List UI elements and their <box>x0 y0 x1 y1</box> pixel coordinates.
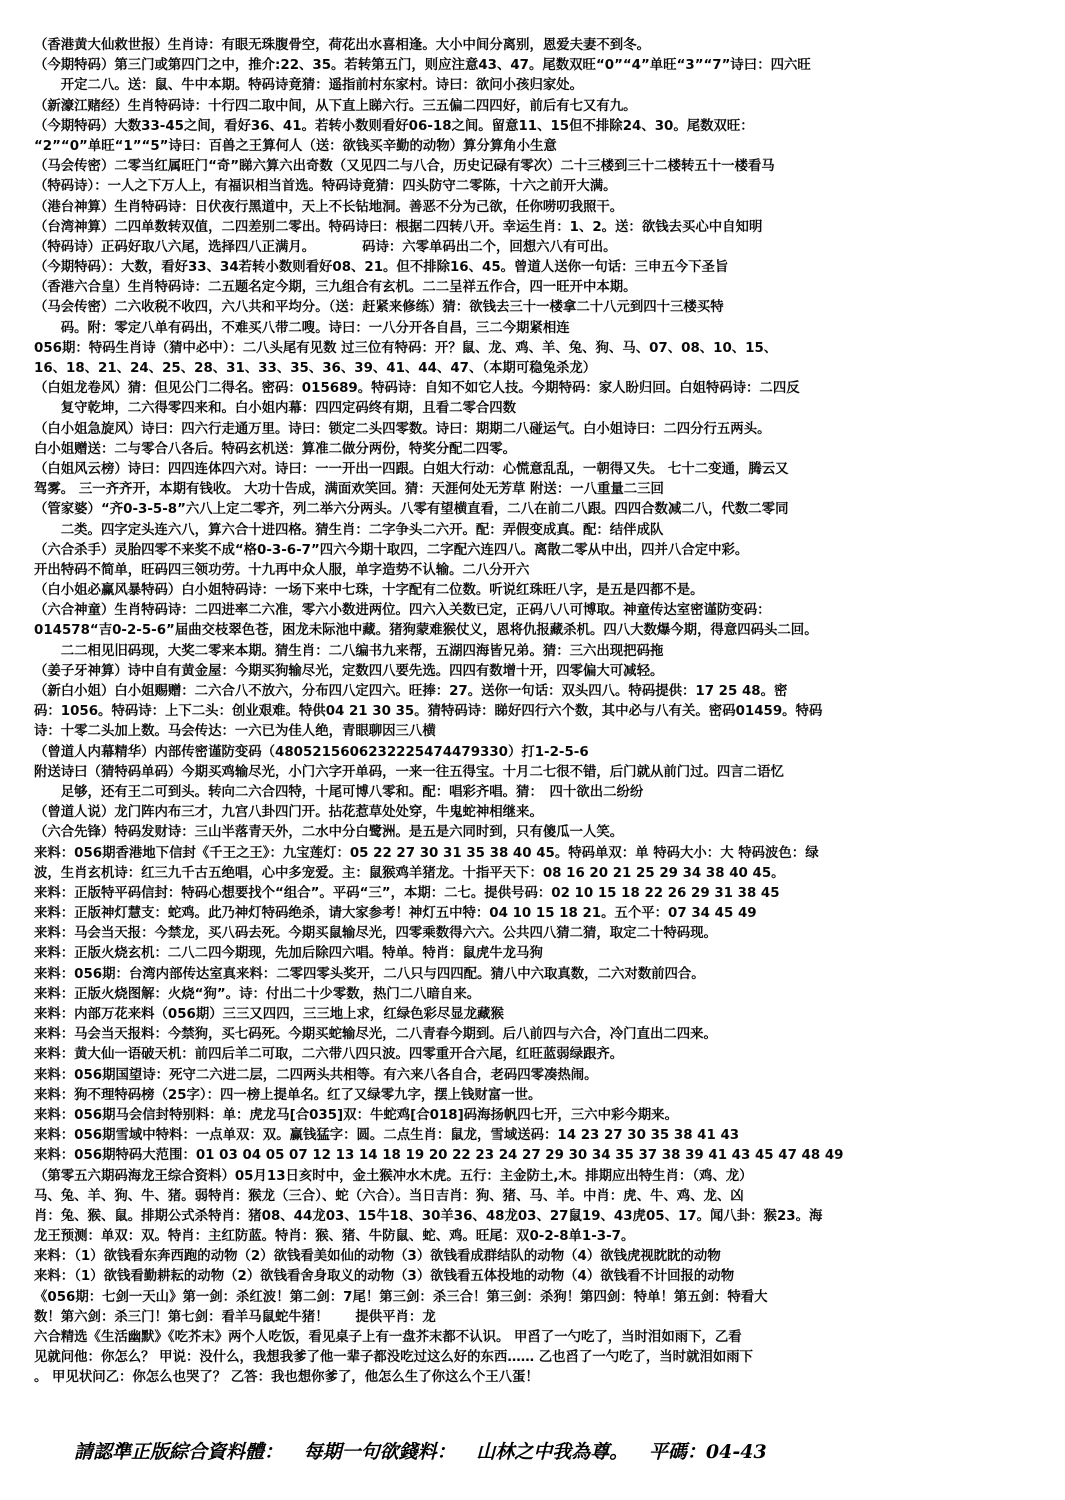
document-body <box>34 36 1034 1389</box>
text-line: （白姐龙卷风）猜：但见公门二得名。密码：015689。特码诗：自知不如它人技。今期特码：家人盼归回。白姐特码诗：二四反 <box>34 381 800 397</box>
text-line: 来料：内部万花来料（056期）三三又四四，三三地上求，红绿色彩尽显龙藏猴 <box>34 1007 504 1022</box>
text-line: 来料：（1）欲钱看东奔西跑的动物（2）欲钱看美如仙的动物（3）欲钱看成群结队的动物（4）欲钱虎视眈眈的动物 <box>34 1249 721 1265</box>
text-line: 来料：马会当天报料：今禁狗，买七码死。今期买蛇输尽光，二八青春今期到。后八前四与六合，冷门直出二四来。 <box>34 1027 717 1043</box>
text-line: 16、18、21、24、25、28、31、33、35、36、39、41、44、47、（本期可稳兔杀龙） <box>34 361 597 376</box>
text-line: 来料：正版神灯慧支：蛇鸡。此乃神灯特码绝杀，请大家参考！神灯五中特：04 10 15 18 21。五个平：07 34 45 49 <box>34 906 757 922</box>
text-line: 开出特码不简单，旺码四三领功劳。十九再中众人服，单字造势不认输。二八分开六 <box>34 562 530 578</box>
text-line: 马、兔、羊、狗、牛、猪。弱特肖：猴龙（三合）、蛇（六合）。当日吉肖：狗、猪、马、羊。中肖：虎、牛、鸡、龙、凶 <box>34 1188 744 1204</box>
text-line: 龙王预测：单双：双。特肖：主红防蓝。特肖：猴、猪、牛防鼠、蛇、鸡。旺尾：双0-2-8单1-3-7。 <box>34 1229 635 1245</box>
text-line: （姜子牙神算）诗中自有黄金屋：今期买狗输尽光，定数四八要先选。四四有数增十开，四零偏大可减轻。 <box>34 663 664 679</box>
text-line: （曾道人说）龙门阵内布三才，九宫八卦四门开。拈花惹草处处穿，牛鬼蛇神相继来。 <box>34 805 543 821</box>
text-line: （特码诗）正码好取八六尾，选择四八正满月。 码诗：六零单码出二个，回想六八有可出。 <box>34 239 617 255</box>
footer-riddle-label: 每期一句欲錢料： <box>303 1441 456 1463</box>
text-line: 056期：特码生肖诗（猜中必中）：二八头尾有见数 过三位有特码：开？鼠、龙、鸡、羊、兔、狗、马、07、08、10、15、 <box>34 340 778 356</box>
text-line: 来料：狗不理特码榜（25字）：四一榜上提单名。红了又绿零九字，摆上钱财富一世。 <box>34 1087 542 1103</box>
text-line: （马会传密）二六收税不收四，六八共和平均分。（送：赶紧来修练）猜：欲钱去三十一楼拿二十八元到四十三楼买特 <box>34 300 724 316</box>
text-line: 复守乾坤，二六得零四来和。白小姐内幕：四四定码终有期，且看二零合四数 <box>34 401 517 417</box>
text-line: 来料：马会当天报：今禁龙，买八码去死。今期买鼠输尽光，四零乘数得六六。公共四八猜二猜，取定二十特码现。 <box>34 926 717 942</box>
text-line: （六合神童）生肖特码诗：二四进率二六准，零六小数进两位。四六入关数已定，正码八八可博取。神童传达室密谨防变码： <box>34 603 771 619</box>
text-line: 码：1056。特码诗：上下二头：创业艰难。特供04 21 30 35。猜特码诗：睇好四行六个数，其中必与八有关。密码01459。特码 <box>34 704 823 720</box>
text-line: 肖：兔、猴、鼠。排期公式杀特肖：猪08、44龙03、15牛18、30羊36、48龙03、27鼠19、43虎05、17。闻八卦：猴23。海 <box>34 1208 823 1224</box>
text-line: 来料：056期国望诗：死守二六进二层，二四两头共相等。有六来八各自合，老码四零凑热闹。 <box>34 1067 598 1083</box>
text-line: （新白小姐）白小姐赐赠：二六合八不放六，分布四八定四六。旺捧：27。送你一句话：双头四八。特码提供：17 25 48。密 <box>34 684 788 699</box>
text-line: 白小姐赠送：二与零合八各后。特码玄机送：算准二做分两份，特奖分配二四零。 <box>34 441 517 457</box>
text-line: 来料：黄大仙一语破天机：前四后羊二可取，二六带八四只波。四零重开合六尾，红旺蓝弱绿跟齐。 <box>34 1047 624 1063</box>
text-line: 014578“吉0-2-5-6”届曲交枝翠色苍，困龙未际池中藏。猪狗蒙难猴仗义，恩将仇报藏杀机。四八大数爆今期，得意四码头二回。 <box>34 623 818 639</box>
text-line: （马会传密）二零当红属旺门“奇”睇六算六出奇数（又见四二与八合，历史记碌有零次）二十三楼到三十二楼转五十一楼看马 <box>34 159 775 175</box>
text-line: 来料：056期马会信封特别料：单：虎龙马[合035]双：牛蛇鸡[合018]码海扬帆四七开，三六中彩今期来。 <box>34 1107 678 1123</box>
text-line: 数！第六剑：杀三门！第七剑：看羊马鼠蛇牛猪！ 提供平肖：龙 <box>34 1309 436 1325</box>
text-line: （今期特码）第三门或第四门之中，推介:22、35。若转第五门，则应注意43、47。尾数双旺“0”“4”单旺“3”“7”诗曰：四六旺 <box>34 58 811 74</box>
text-line: 来料：056期香港地下信封《千王之王》：九宝莲灯：05 22 27 30 31 35 38 40 45。特码单双：单 特码大小：大 特码波色：绿 <box>34 845 819 861</box>
footer-banner <box>74 1437 1034 1464</box>
text-line: 。 甲见状问乙：你怎么也哭了？ 乙答：我也想你爹了，他怎么生了你这么个王八蛋！ <box>34 1370 539 1386</box>
text-line: （白姐风云榜）诗曰：四四连体四六对。诗曰：一一开出一四跟。白姐大行动：心慌意乱乱，一朝得又失。 七十二变通，腾云又 <box>34 461 789 477</box>
text-line: “2”“0”单旺“1”“5”诗曰：百兽之王算何人（送：欲钱买辛勤的动物）算分算角小生意 <box>34 138 557 154</box>
text-line: 来料：（1）欲钱看勤耕耘的动物（2）欲钱看舍身取义的动物（3）欲钱看五体投地的动物（4）欲钱看不计回报的动物 <box>34 1269 735 1285</box>
text-line: 二类。四字定头连六八，算六合十进四格。猜生肖：二字争头二六开。配：弄假变成真。配：结伴成队 <box>34 522 664 538</box>
text-line: 来料：正版火烧玄机：二八二四今期现，先加后除四六唱。特单。特肖：鼠虎牛龙马狗 <box>34 946 543 962</box>
text-line: （特码诗）：一人之下万人上，有福识相当首选。特码诗竟猜：四头防守二零陈，十六之前开大满。 <box>34 179 617 195</box>
text-line: 开定二八。送：鼠、牛中本期。特码诗竟猜：遥指前村东家村。诗曰：欲问小孩归家处。 <box>34 78 584 94</box>
text-line: （台湾神算）二四单数转双值，二四差别二零出。特码诗曰：根据二四转八开。幸运生肖：1、2。送：欲钱去买心中自知明 <box>34 219 763 235</box>
text-line: （香港六合皇）生肖特码诗：二五题名定今期，三九组合有玄机。二二呈祥五作合，四一旺开中本期。 <box>34 280 637 296</box>
text-line: 来料：正版特平码信封：特码心想要找个“组合”。平码“三”，本期：二七。提供号码：02 10 15 18 22 26 29 31 38 45 <box>34 885 780 901</box>
text-line: 《056期：七剑一天山》第一剑：杀红波！第二剑：7尾！第三剑：杀三合！第三剑：杀狗！第四剑：特单！第五剑：特看大 <box>34 1289 768 1305</box>
text-line: （香港黄大仙救世报）生肖诗：有眼无珠腹骨空，荷花出水喜相逢。大小中间分离别，恩爱夫妻不到冬。 <box>34 38 650 53</box>
text-line: 来料：056期：台湾内部传达室真来料：二零四零头奖开，二八只与四四配。猜八中六取真数，二六对数前四合。 <box>34 966 705 982</box>
text-line: 二二相见旧码现，大奖二零来本期。猜生肖：二八编书九来帮，五湖四海皆兄弟。猜：三六出现把码拖 <box>34 643 664 659</box>
text-line: （六合杀手）灵胎四零不来奖不成“格0-3-6-7”四六今期十取四，二字配六连四八。离散二零从中出，四并八合定中彩。 <box>34 542 749 558</box>
text-line: 波，生肖玄机诗：红三九千古五绝唱，心中多宠爱。主：鼠猴鸡羊猪龙。十指平天下：08 16 20 21 25 29 34 38 40 45。 <box>34 865 785 881</box>
text-line: （曾道人内幕精华）内部传密谨防变码（4805215606232225474479330）打1-2-5-6 <box>34 744 589 760</box>
text-line: （新濠江赌经）生肖特码诗：十行四二取中间，从下直上睇六行。三五偏二四四好，前后有七又有九。 <box>34 98 637 114</box>
text-line: （白小姐必赢风暴特码）白小姐特码诗：一场下来中七珠，十字配有二位数。听说红珠旺八字，是五是四都不是。 <box>34 583 704 599</box>
text-line: （白小姐急旋风）诗曰：四六行走通万里。诗曰：锁定二头四零数。诗曰：期期二八碰运气。白小姐诗曰：二四分行五两头。 <box>34 421 771 437</box>
text-line: 来料：056期雪域中特料：一点单双：双。赢钱猛字：圆。二点生肖：鼠龙，雪域送码：14 23 27 30 35 38 41 43 <box>34 1128 740 1144</box>
text-line: 诗：十零二头加上数。马会传达：一六已为佳人绝，青眼聊因三八横 <box>34 724 436 740</box>
text-line: 足够，还有王二可到头。转向二六合四特，十尾可博八零和。配：唱彩齐唱。猜： 四十欲出二纷纷 <box>34 784 644 800</box>
text-line: 六合精选《生活幽默》《吃芥末》两个人吃饭，看见桌子上有一盘芥末都不认识。 甲舀了一勺吃了，当时泪如雨下，乙看 <box>34 1330 742 1345</box>
text-line: 来料：正版火烧图解：火烧“狗”。诗：付出二十少零数，热门二八暗自来。 <box>34 986 481 1002</box>
footer-notice: 請認準正版綜合資料體： <box>74 1441 284 1463</box>
text-line: 码。附：零定八单有码出，不难买八带二嗖。诗曰：一八分开各自昌，三二今期紧相连 <box>34 320 570 336</box>
text-line: （六合先锋）特码发财诗：三山半落青天外，二水中分白鹭洲。是五是六同时到，只有傻瓜一人笑。 <box>34 825 624 841</box>
text-line: 附送诗曰（猜特码单码）今期买鸡输尽光，小门六字开单码，一来一往五得宝。十月二七很不错，后门就从前门过。四言二语忆 <box>34 764 784 780</box>
footer-flat-code: 平碼：04-43 <box>648 1441 767 1463</box>
text-line: （今期特码）：大数，看好33、34若转小数则看好08、21。但不排除16、45。曾道人送你一句话：三申五今下圣旨 <box>34 260 729 276</box>
text-line: 见就问他：你怎么？ 甲说：没什么，我想我爹了他一辈子都没吃过这么好的东西…… 乙也舀了一勺吃了，当时就泪如雨下 <box>34 1350 754 1366</box>
text-line: （今期特码）大数33-45之间，看好36、41。若转小数则看好06-18之间。留意11、15但不排除24、30。尾数双旺： <box>34 118 754 134</box>
text-line: （港台神算）生肖特码诗：日伏夜行黑道中，天上不长钻地洞。善恶不分为己欲，任你唠叨我照干。 <box>34 199 624 215</box>
text-line: 驾雾。 三一齐齐开，本期有钱收。 大功十告成，满面欢笑回。猜：天涯何处无芳草 附送：一八重量二三回 <box>34 482 664 498</box>
text-line: （第零五六期码海龙王综合资料）05月13日亥时中，金土猴冲水木虎。五行：主金防土,木。排期应出特生肖：（鸡、龙） <box>34 1168 753 1184</box>
footer-riddle: 山林之中我為尊。 <box>476 1441 629 1463</box>
text-line: 来料：056期特码大范围：01 03 04 05 07 12 13 14 18 19 20 22 23 24 27 29 30 34 35 37 38 39 41 43 45 47 48 49 <box>34 1148 844 1164</box>
text-line: （管家婆）“齐0-3-5-8”六八上定二零齐，列二举六分两头。八零有望横直看，二八在前二八跟。四四合数减二八，代数二零同 <box>34 502 789 518</box>
